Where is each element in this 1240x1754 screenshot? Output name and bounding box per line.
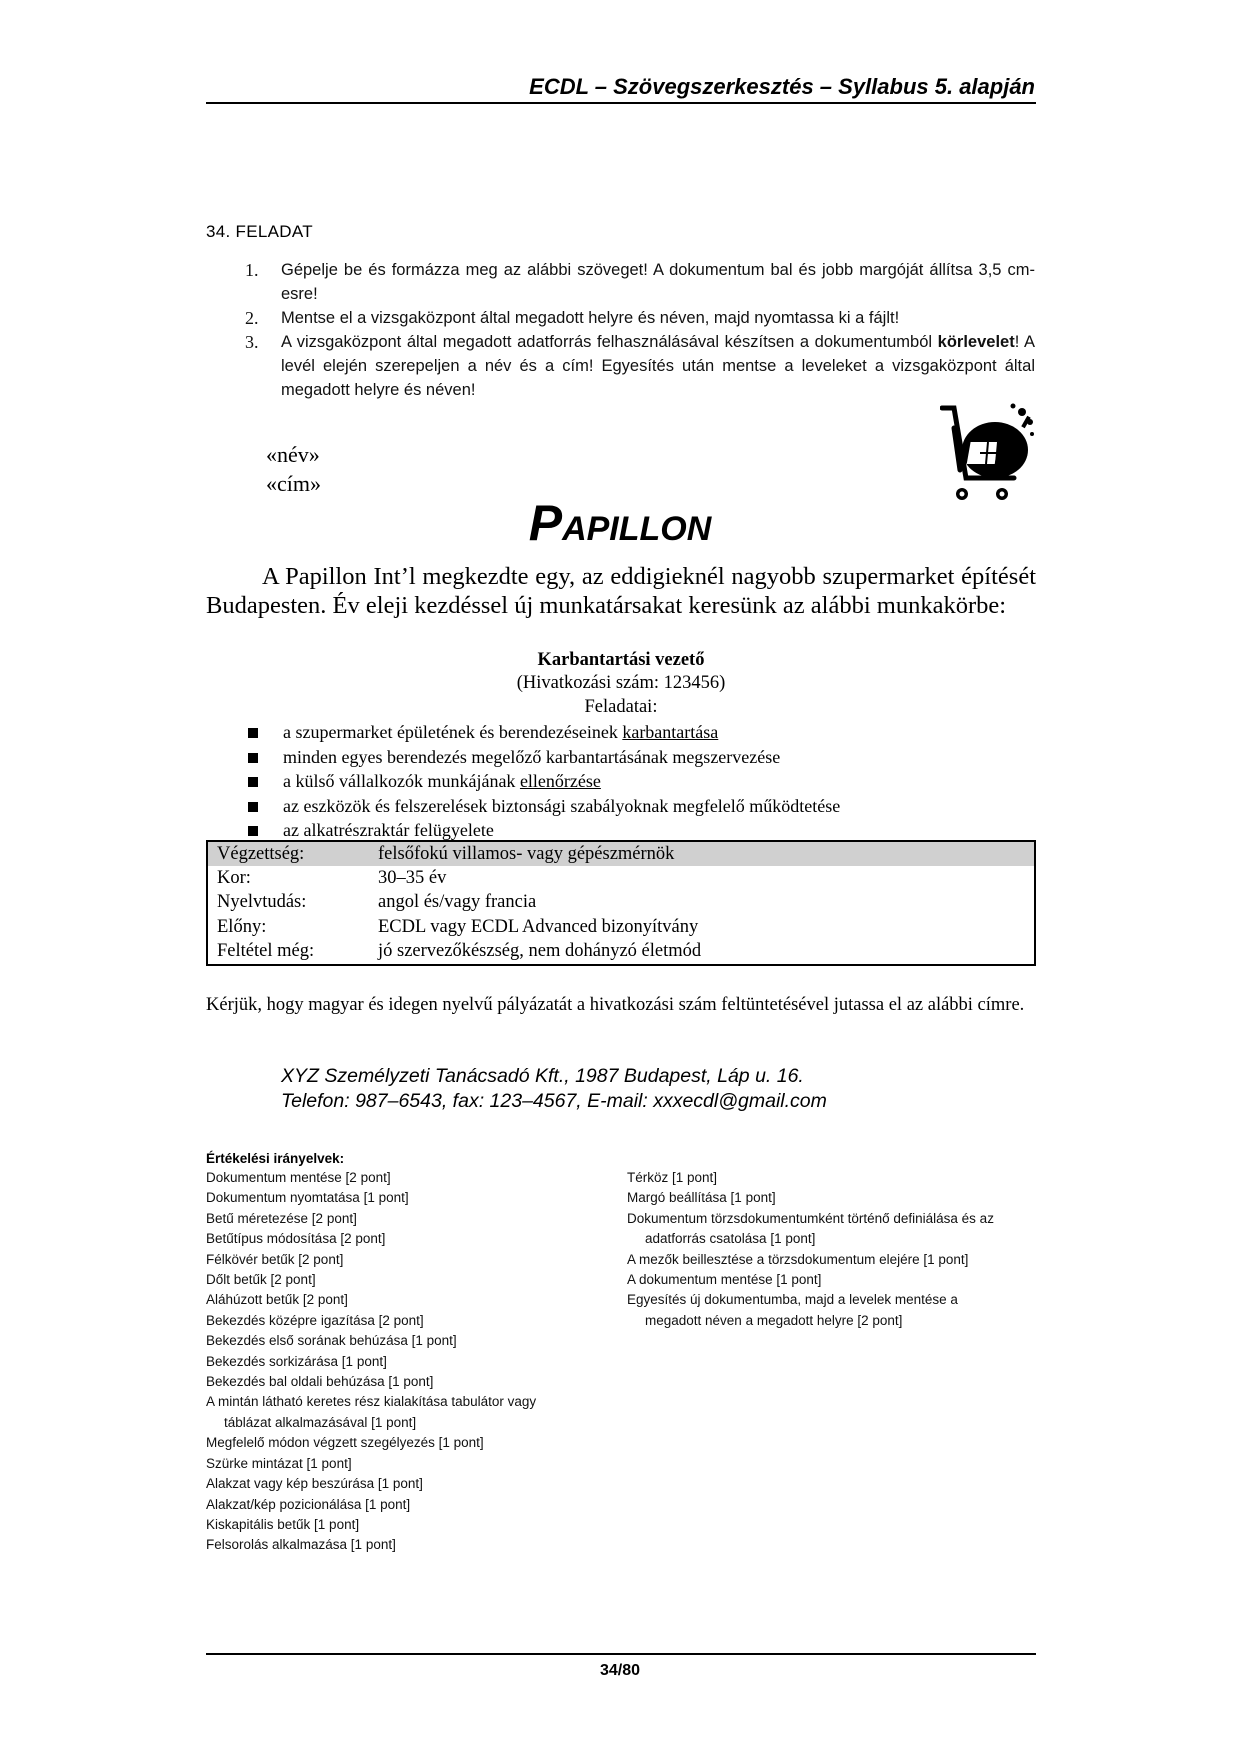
requirement-value: felsőfokú villamos- vagy gépészmérnök <box>378 844 675 864</box>
requirement-label: Nyelvtudás: <box>217 892 307 913</box>
header-title: ECDL – Szövegszerkesztés – Syllabus 5. alapján <box>529 74 1035 99</box>
list-item: Kiskapitális betűk [1 pont] <box>206 1516 360 1532</box>
job-title: Karbantartási vezető <box>537 650 705 670</box>
footer-rule <box>206 1653 1036 1655</box>
page-number: 34/80 <box>599 1662 641 1679</box>
table-row <box>208 915 1034 939</box>
list-item: A dokumentum mentése [1 pont] <box>627 1272 822 1288</box>
underlined-word: ellenőrzése <box>519 771 601 791</box>
requirement-label: Előny: <box>217 916 267 937</box>
merge-field-name: «név» <box>266 442 320 467</box>
list-item: Felsorolás alkalmazása [1 pont] <box>206 1537 396 1553</box>
list-item: Bekezdés bal oldali behúzása [1 pont] <box>206 1374 434 1390</box>
list-item: Dokumentum törzsdokumentumként történő definiálása és az adatforrás csatolása [1 pont] <box>627 1210 994 1247</box>
address-line: XYZ Személyzeti Tanácsadó Kft., 1987 Budapest, Láp u. 16. <box>281 1065 804 1087</box>
duties-list <box>246 720 1036 843</box>
merge-field-address: «cím» <box>266 471 321 496</box>
list-item: a külső vállalkozók munkájának ellenőrzése <box>246 769 1036 794</box>
list-item: Bekezdés első sorának behúzása [1 pont] <box>206 1333 457 1349</box>
list-item: Félkövér betűk [2 pont] <box>206 1251 344 1267</box>
application-request: Kérjük, hogy magyar és idegen nyelvű pályázatát a hivatkozási szám feltüntetésével jutassa el az alábbi címre. <box>206 995 1025 1015</box>
list-item: Aláhúzott betűk [2 pont] <box>206 1292 348 1308</box>
logo-rest: APILLON <box>562 510 712 548</box>
requirement-value: 30–35 év <box>378 868 447 889</box>
list-item: Alakzat vagy kép beszúrása [1 pont] <box>206 1476 423 1492</box>
instruction-item <box>245 306 1035 330</box>
instruction-text: Gépelje be és formázza meg az alábbi szöveget! A dokumentum bal és jobb margóját állítsa 3,5 cm-esre! <box>281 261 1035 303</box>
list-item: minden egyes berendezés megelőző karbantartásának megszervezése <box>246 745 1036 770</box>
instruction-text: Mentse el a vizsgaközpont által megadott helyre és néven, majd nyomtassa ki a fájlt! <box>281 309 900 327</box>
requirement-value: angol és/vagy francia <box>378 892 537 913</box>
header-rule <box>206 102 1036 104</box>
list-item: Margó beállítása [1 pont] <box>627 1190 776 1206</box>
list-item: Bekezdés középre igazítása [2 pont] <box>206 1312 424 1328</box>
requirement-value: ECDL vagy ECDL Advanced bizonyítvány <box>378 916 699 937</box>
logo-first-letter: P <box>528 495 563 551</box>
table-row <box>208 842 1034 866</box>
instruction-text: ! A levél elején szerepeljen a név és a cím! Egyesítés után mentse a leveleket a vizsgaközpont által megadott helyre és néven! <box>281 333 1035 399</box>
list-item: Bekezdés sorkizárása [1 pont] <box>206 1353 387 1369</box>
list-item: Megfelelő módon végzett szegélyezés [1 pont] <box>206 1435 484 1451</box>
list-item: Egyesítés új dokumentumba, majd a levelek mentése a megadott néven a megadott helyre [2 pont] <box>627 1292 958 1328</box>
instructions-list <box>245 258 1035 402</box>
list-item: Alakzat/kép pozicionálása [1 pont] <box>206 1496 411 1512</box>
square-bullet-icon <box>248 777 258 787</box>
list-item: az eszközök és felszerelések biztonsági szabályoknak megfelelő működtetése <box>246 794 1036 819</box>
criteria-title: Értékelési irányelvek: <box>206 1151 345 1166</box>
list-item: az alkatrészraktár felügyelete <box>246 818 1036 843</box>
requirement-label: Kor: <box>217 868 251 889</box>
criteria-list-left <box>206 1168 606 1556</box>
requirement-label: Feltétel még: <box>217 940 315 961</box>
instruction-bold-word: körlevelet <box>937 333 1015 351</box>
square-bullet-icon <box>248 753 258 763</box>
list-item: Dokumentum nyomtatása [1 pont] <box>206 1190 409 1206</box>
requirement-label: Végzettség: <box>217 844 305 864</box>
square-bullet-icon <box>248 802 258 812</box>
table-row <box>208 866 1034 890</box>
requirement-value: jó szervezőkészség, nem dohányzó életmód <box>378 940 702 961</box>
instruction-text: A vizsgaközpont által megadott adatforrás felhasználásával készítsen a dokumentumból <box>281 333 938 351</box>
instruction-number: 3. <box>245 332 259 352</box>
contact-address <box>281 1064 827 1114</box>
list-item: Betű méretezése [2 pont] <box>206 1210 357 1226</box>
square-bullet-icon <box>248 826 258 836</box>
list-item: Dokumentum mentése [2 pont] <box>206 1170 391 1185</box>
company-logo-title <box>0 495 1240 551</box>
job-reference: (Hivatkozási szám: 123456) <box>516 673 726 693</box>
intro-paragraph: A Papillon Int’l megkezdte egy, az eddigieknél nagyobb szupermarket építését Budapesten. Év eleji kezdéssel új munkatársakat keresünk az alábbi munkakörbe: <box>206 563 1036 619</box>
list-item: Szürke mintázat [1 pont] <box>206 1455 352 1471</box>
list-item: a szupermarket épületének és berendezéseinek karbantartása <box>246 720 1036 745</box>
instruction-item <box>245 258 1035 306</box>
table-row <box>208 939 1034 963</box>
square-bullet-icon <box>248 728 258 738</box>
task-title: 34. FELADAT <box>206 222 313 241</box>
list-item: Dőlt betűk [2 pont] <box>206 1272 316 1288</box>
list-item: Térköz [1 pont] <box>627 1170 718 1185</box>
instruction-number: 1. <box>245 260 259 280</box>
tasks-heading: Feladatai: <box>584 697 658 717</box>
contact-line: Telefon: 987–6543, fax: 123–4567, E-mail: xxxecdl@gmail.com <box>281 1090 827 1112</box>
list-item: Betűtípus módosítása [2 pont] <box>206 1231 386 1247</box>
table-row <box>208 890 1034 914</box>
instruction-item <box>245 330 1035 402</box>
criteria-list-right <box>627 1168 1037 1331</box>
requirements-box <box>206 840 1036 966</box>
list-item: A mezők beillesztése a törzsdokumentum elejére [1 pont] <box>627 1251 969 1267</box>
instruction-number: 2. <box>245 308 259 328</box>
list-item: A mintán látható keretes rész kialakítása tabulátor vagy táblázat alkalmazásával [1 pont] <box>206 1394 537 1430</box>
shopping-cart-icon <box>940 400 1040 502</box>
underlined-word: karbantartása <box>622 722 719 742</box>
